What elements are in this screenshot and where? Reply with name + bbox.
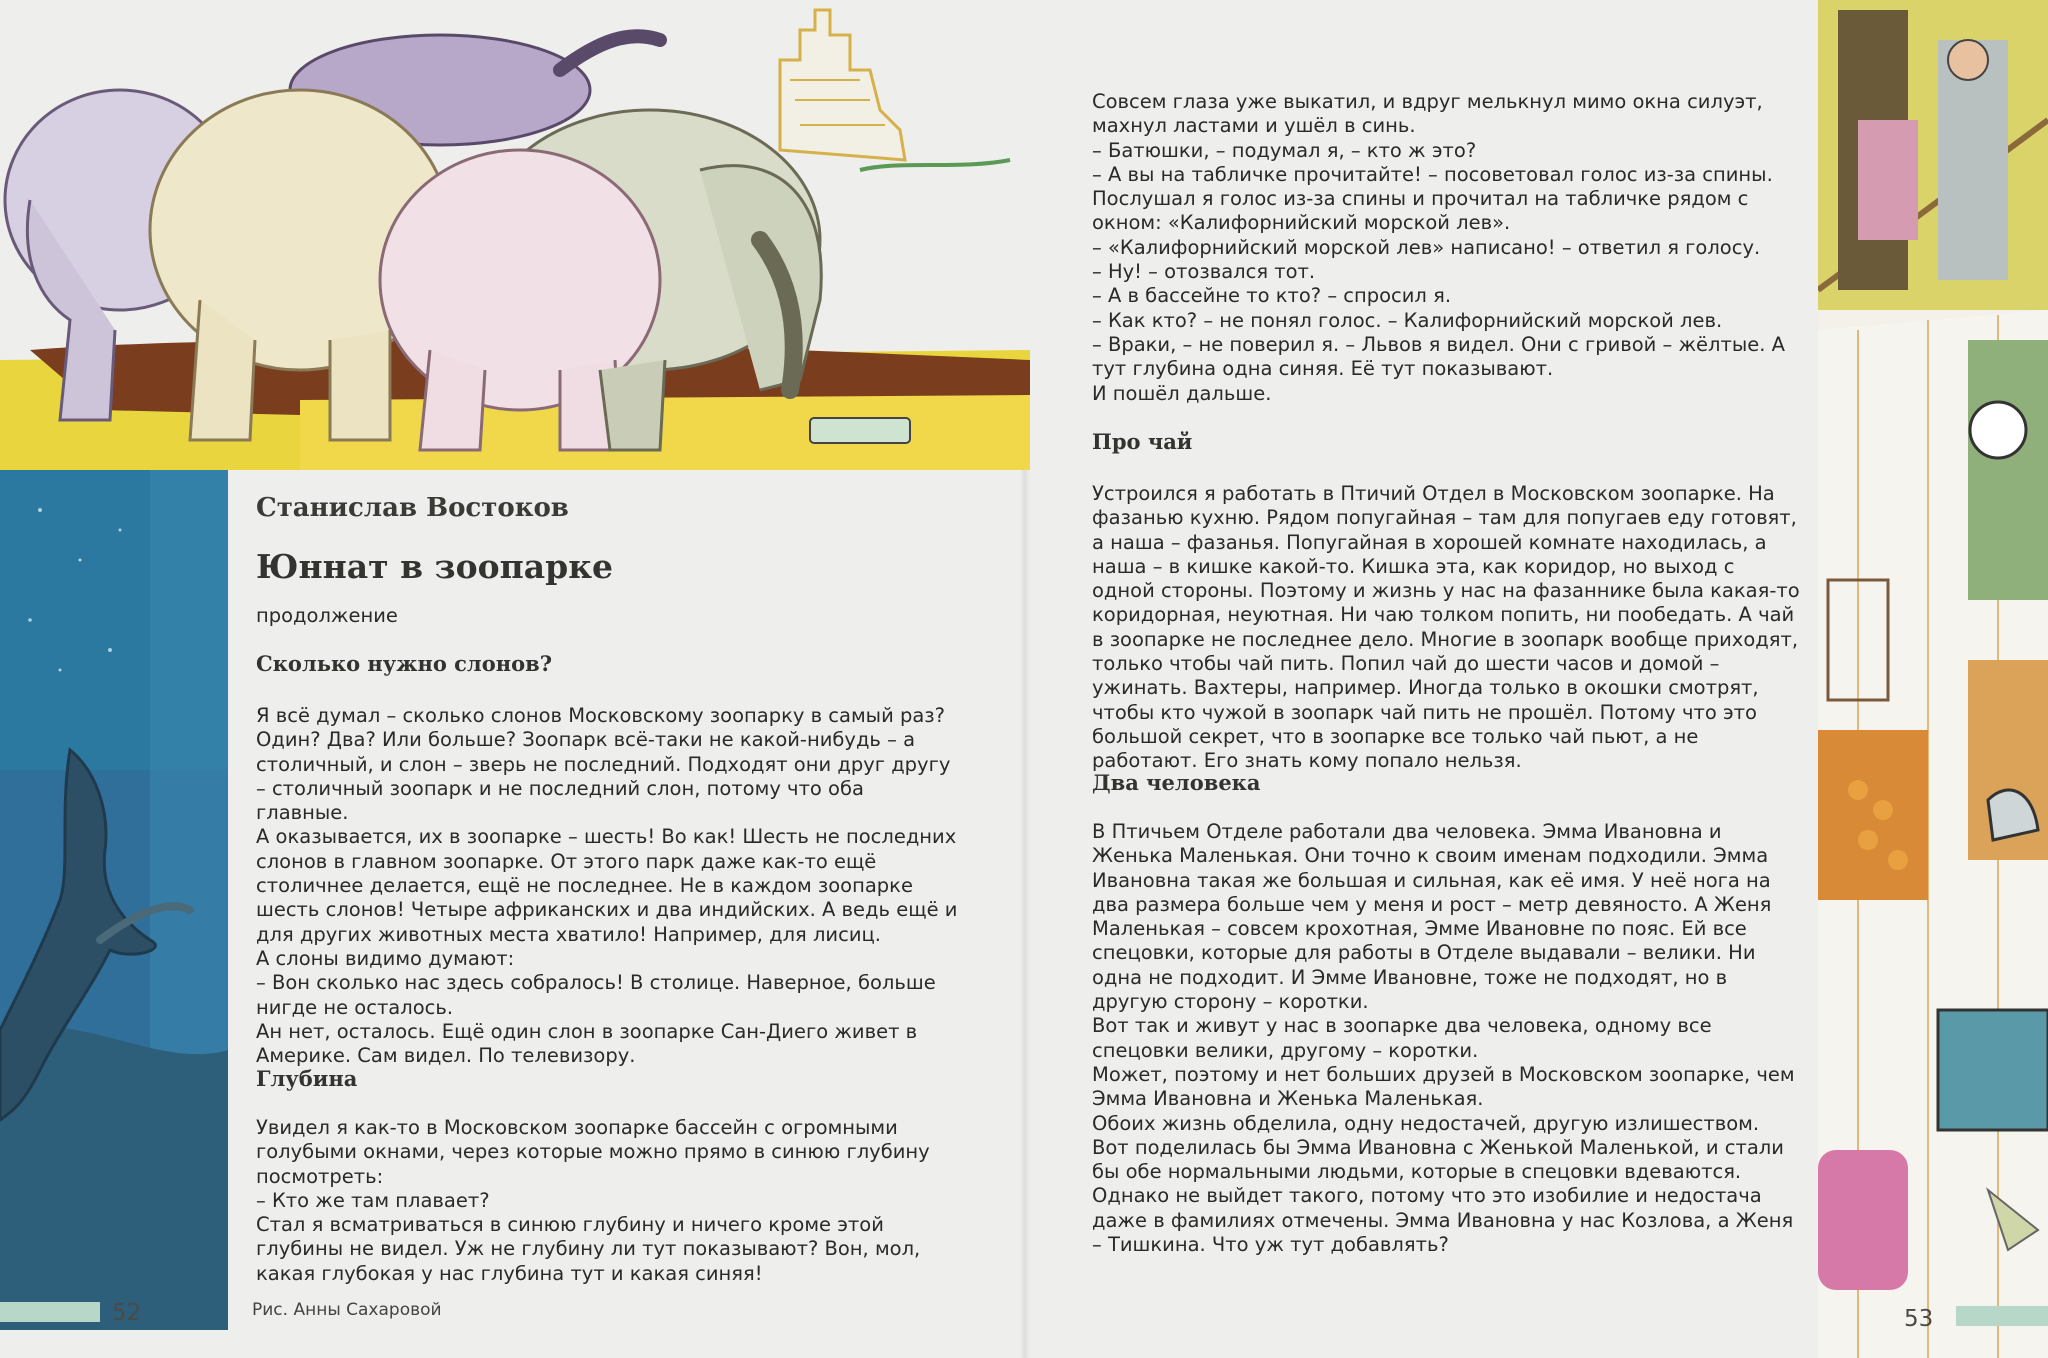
paragraph: – Ну! – отозвался тот. — [1092, 260, 1316, 284]
paragraph: Устроился я работать в Птичий Отдел в Московском зоопарке. На фазанью кухню. Рядом попугайная – там для попугаев еду готовят, а наша – фазанья. Попугайная в хорошей комнате находилась, а наша – в кишке какой-то. Кишка эта, как коридор, но выход с одной стороны. Поэтому и жизнь у нас на фазаннике была какая-то коридорная, неуютная. Ни чаю толком попить, ни пообедать. А чай в зоопарке не последнее дело. Многие в зоопарк вообще приходят, только чтобы чай пить. Попил чай до шести часов и домой – ужинать. Вахтеры, например. Иногда только в окошки смотрят, чтобы кто чужой в зоопарк чай пить не прошёл. Потому что это большой секрет, что в зоопарке все только чай пьют, а не работают. Его знать кому попало нельзя. — [1092, 482, 1800, 773]
paragraph: – Батюшки, – подумал я, – кто ж это? — [1092, 138, 1477, 162]
paragraph: И пошёл дальше. — [1092, 381, 1272, 405]
paragraph: В Птичьем Отделе работали два человека. Эмма Ивановна и Женька Маленькая. Они точно к своим именам подходили. Эмма Ивановна такая же большая и сильная, как её имя. У неё нога на два размера больше чем у меня и рост – метр девяносто. А Женя Маленькая – совсем крохотная, Эмме Ивановне по пояс. Ей все спецовки, которые для работы в Отделе выдавали – велики. Ни одна не подходит. И Эмме Ивановне, тоже не подходят, но в другую сторону – коротки. — [1092, 820, 1772, 1014]
section-body-two-people — [1092, 820, 1800, 1257]
page-number-bar-left — [0, 1302, 100, 1322]
page-number-left: 52 — [112, 1300, 142, 1326]
paragraph: – Враки, – не поверил я. – Львов я видел. Они с гривой – жёлтые. А тут глубина одна синяя. Её тут показывают. — [1092, 332, 1786, 381]
paragraph: Я всё думал – сколько слонов Московскому зоопарку в самый раз? Один? Два? Или больше? Зоопарк всё-таки не какой-нибудь – а столичный, и слон – зверь не последний. Подходят они друг другу – столичный зоопарк и не последний слон, потому что оба главные. — [256, 704, 951, 825]
paragraph: Вот так и живут у нас в зоопарке два человека, одному все спецовки велики, другому – коротки. — [1092, 1014, 1712, 1062]
section-heading-elephants: Сколько нужно слонов? — [256, 651, 553, 676]
paragraph: Совсем глаза уже выкатил, и вдруг мелькнул мимо окна силуэт, махнул ластами и ушёл в синь. — [1092, 90, 1763, 138]
paragraph: – «Калифорнийский морской лев» написано! – ответил я голосу. — [1092, 235, 1761, 259]
paragraph: – Кто же там плавает? — [256, 1188, 490, 1212]
paragraph: – А вы на табличке прочитайте! – посоветовал голос из-за спины. — [1092, 162, 1773, 186]
paragraph: Ан нет, осталось. Ещё один слон в зоопарке Сан-Диего живет в Америке. Сам видел. По телевизору. — [256, 1019, 918, 1068]
paragraph: – Вон сколько нас здесь собралось! В столице. Наверное, больше нигде не осталось. — [256, 971, 936, 1019]
paragraph: – А в бассейне то кто? – спросил я. — [1092, 284, 1452, 308]
section-heading-two-people: Два человека — [1092, 770, 1261, 795]
paragraph: Может, поэтому и нет больших друзей в Московском зоопарке, чем Эмма Ивановна и Женька Маленькая. — [1092, 1062, 1795, 1111]
continued-text — [1092, 90, 1800, 406]
page-number-bar-right — [1956, 1306, 2048, 1326]
elephants-illustration — [0, 0, 1030, 470]
paragraph: Обоих жизнь обделила, одну недостачей, другую излишеством. Вот поделилась бы Эмма Ивановна с Женькой Маленькой, и стали бы обе нормальными людьми, которые в спецовки вдеваются. — [1092, 1111, 1784, 1184]
story-title: Юннат в зоопарке — [256, 547, 614, 586]
kitchen-illustration — [1818, 0, 2048, 1358]
page-number-right: 53 — [1904, 1306, 1934, 1332]
paragraph: Однако не выйдет такого, потому что это изобилие и недостача даже в фамилиях отмечены. Эмма Ивановна у нас Козлова, а Женя – Тишкина. Что уж тут добавлять? — [1092, 1184, 1794, 1257]
paragraph: Стал я всматриваться в синюю глубину и ничего кроме этой глубины не видел. Уж не глубину ли тут показывают? Вон, мол, какая глубокая у нас глубина тут и какая синяя! — [256, 1213, 921, 1285]
section-body-tea — [1092, 482, 1800, 774]
section-body-elephants — [256, 704, 960, 1068]
illustration-credit: Рис. Анны Сахаровой — [252, 1300, 442, 1320]
sea-lion-illustration — [0, 470, 228, 1330]
paragraph: А слоны видимо думают: — [256, 946, 515, 970]
author-name: Станислав Востоков — [256, 493, 569, 523]
paragraph: А оказывается, их в зоопарке – шесть! Во как! Шесть не последних слонов в главном зоопарке. От этого парк даже как-то ещё столичнее делается, ещё не последнее. Не в каждом зоопарке шесть слонов! Четыре африканских и два индийских. А ведь ещё и для других животных места хватило! Например, для лисиц. — [256, 825, 958, 946]
section-heading-depth: Глубина — [256, 1066, 358, 1091]
section-heading-tea: Про чай — [1092, 429, 1193, 454]
paragraph: Послушал я голос из-за спины и прочитал на табличке рядом с окном: «Калифорнийский морской лев». — [1092, 187, 1749, 235]
story-subtitle: продолжение — [256, 604, 398, 627]
paragraph: – Как кто? – не понял голос. – Калифорнийский морской лев. — [1092, 308, 1723, 332]
paragraph: Увидел я как-то в Московском зоопарке бассейн с огромными голубыми окнами, через которые можно прямо в синюю глубину посмотреть: — [256, 1116, 930, 1188]
section-body-depth — [256, 1116, 960, 1286]
